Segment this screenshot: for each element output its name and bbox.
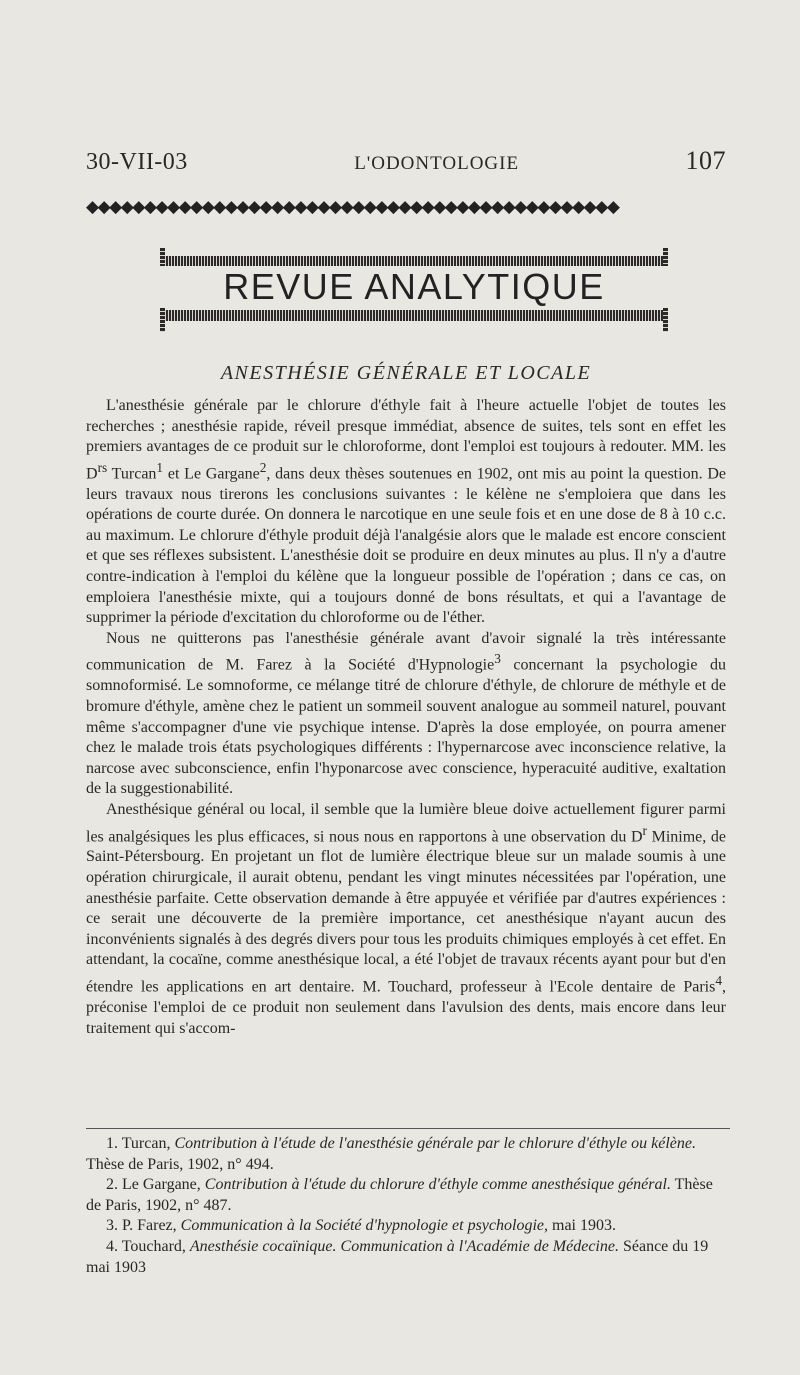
footnote-2: 2. Le Gargane, Contribution à l'étude du chlorure d'éthyle comme anesthésique général. Thèse de Paris, 1902, n° 487.	[86, 1176, 713, 1214]
running-head	[86, 146, 726, 176]
footnotes	[86, 1134, 728, 1278]
banner-title: REVUE ANALYTIQUE	[160, 266, 668, 308]
footnote-divider	[86, 1128, 730, 1129]
article-body	[86, 396, 726, 1039]
banner-bottom-stripe	[160, 310, 668, 321]
footnote-ref-1: 1	[156, 459, 164, 475]
paragraph-2: Nous ne quitterons pas l'anesthésie générale avant d'avoir signalé la très intéressante communication de M. Farez à la Société d'Hypnologie$^3$ concernant la psychologie du somnoformisé. Le somnoforme, ce mélange titré de chlorure d'éthyle, de chlorure de méthyle et de bromure d'éthyle, amène chez le patient un sommeil souvent analogue au sommeil naturel, pouvant même s'accompagner d'une vie psychique intense. D'après la dose employée, on pourra amener chez le malade trois états psychologiques différents : l'hypernarcose avec inconscience relative, la narcose avec subconscience, enfin l'hyponarcose avec conscience, hyperacuité auditive, exaltation de la suggestionabilité.	[86, 629, 727, 798]
footnote-4: 4. Touchard, Anesthésie cocaïnique. Communication à l'Académie de Médecine. Séance du 19 mai 1903	[86, 1237, 709, 1276]
footnote-ref-4: 4	[715, 973, 722, 989]
footnote-ref-3: 3	[494, 651, 501, 667]
section-title: ANESTHÉSIE GÉNÉRALE ET LOCALE	[220, 362, 592, 384]
paragraph-1: L'anesthésie générale par le chlorure d'éthyle fait à l'heure actuelle l'objet de toutes les recherches ; anesthésie rapide, réveil presque immédiat, absence de suites, tels sont en effet les premiers avantages de ce produit sur le chloroforme, dont l'emploi est toujours à redouter. MM. les $D^{rs}$ Turcan$^1$ et Le Gargane$^2$, dans deux thèses soutenues en 1902, ont mis au point la question. De leurs travaux nous tirerons les conclusions suivantes : le kélène ne s'emploiera que dans les opérations de courte durée. On donnera le narcotique en une seule fois et en une dose de 8 à 10 c.c. au maximum. Le chlorure d'éthyle produit déjà l'analgésie alors que le malade est encore conscient et que ses réflexes subsistent. L'anesthésie doit se produire en deux minutes au plus. Il n'y a d'autre contre-indication à l'emploi du kélène que la longueur possible de l'opération ; dans ce cas, on emploiera l'anesthésie mixte, qui a toujours donné de bons résultats, et qui a l'avantage de supprimer la période d'excitation du chloroforme ou de l'éther.	[86, 397, 726, 627]
journal-title: L'ODONTOLOGIE	[354, 153, 520, 174]
footnote-3: 3. P. Farez, Communication à la Société d'hypnologie et psychologie, mai 1903.	[106, 1217, 616, 1235]
page-number: 107	[685, 146, 726, 175]
paragraph-3: Anesthésique général ou local, il semble que la lumière bleue doive actuellement figurer parmi les analgésiques les plus efficaces, si nous nous en rapportons à une observation du $D^r$ Minime, de Saint-Pétersbourg. En projetant un flot de lumière électrique bleue sur un malade soumis à une opération chirurgicale, il aurait obtenu, pendant les vingt minutes nécessitées par l'opération, une anesthésie parfaite. Cette observation demande à être appuyée et vérifiée par d'autres expériences : ce serait une découverte de la première importance, cet anesthésique n'ayant aucun des inconvénients signalés à des degrés divers pour tous les produits chimiques employés à cet effet. En attendant, la cocaïne, comme anesthésique local, a été l'objet de travaux récents ayant pour but d'en étendre les applications en art dentaire. M. Touchard, professeur à l'Ecole dentaire de Paris$^4$, préconise l'emploi de ce produit non seulement dans l'avulsion des dents, mais encore dans leur traitement qui s'accom-	[86, 800, 727, 1037]
diamond-ornament-rule: ◆◆◆◆◆◆◆◆◆◆◆◆◆◆◆◆◆◆◆◆◆◆◆◆◆◆◆◆◆◆◆◆◆◆◆◆◆◆◆◆◆◆◆◆◆◆	[86, 197, 619, 216]
section-banner	[160, 248, 668, 332]
issue-date: 30-VII-03	[86, 149, 188, 175]
footnote-ref-2: 2	[259, 459, 267, 475]
footnote-1: 1. Turcan, Contribution à l'étude de l'anesthésie générale par le chlorure d'éthyle ou kélène. Thèse de Paris, 1902, n° 494.	[86, 1135, 697, 1173]
